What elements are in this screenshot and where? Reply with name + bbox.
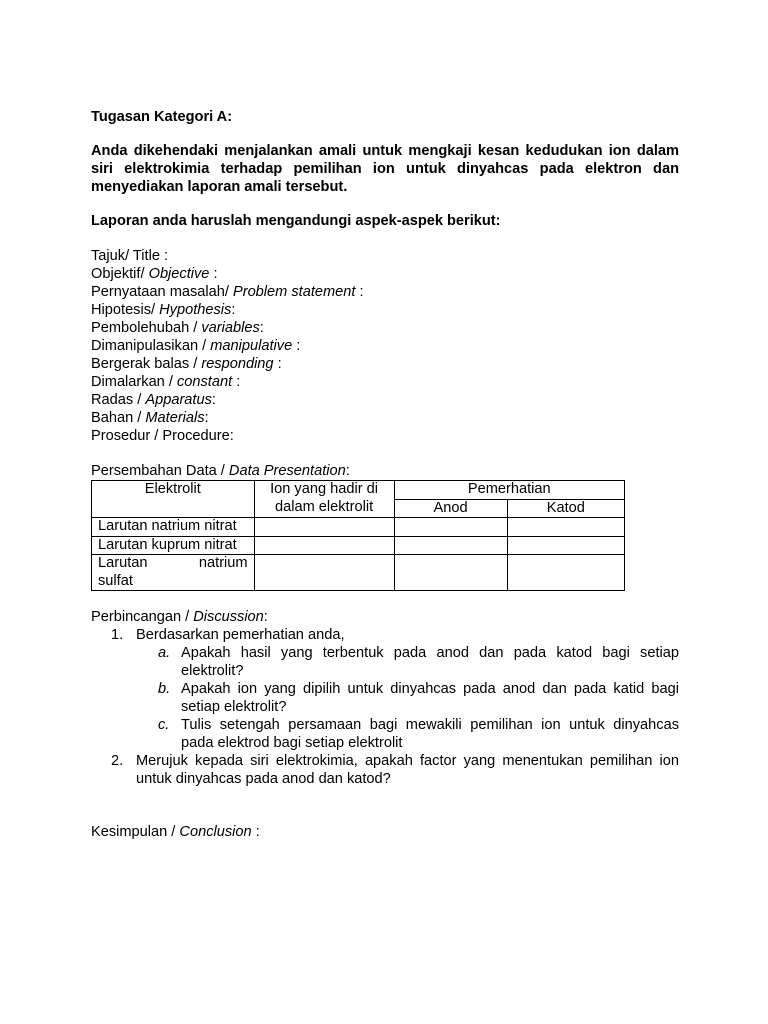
aspect-variables: Pembolehubah / variables: [91, 320, 264, 336]
table-cell: Larutan kuprum nitrat [92, 536, 255, 555]
header-cathode: Katod [507, 499, 624, 518]
table-cell [394, 536, 507, 555]
table-cell [394, 555, 507, 591]
table-cell [507, 555, 624, 591]
table-row [92, 518, 625, 537]
aspect-constant: Dimalarkan / constant : [91, 374, 241, 390]
table-cell [254, 536, 394, 555]
list-item: 1. Berdasarkan pemerhatian anda, a. Apakah hasil yang terbentuk pada anod dan pada katod bagi setiap elektrolit? b. Apakah ion yang dipilih untuk dinyahcas pada anod dan pada katid bagi setiap elektrolit? c. Tulis setengah persamaan bagi mewakili pemilihan ion untuk dinyahcas pada elektrod bagi setiap elektrolit [91, 626, 679, 752]
document-page [91, 108, 679, 841]
table-cell [394, 518, 507, 537]
data-table [91, 480, 625, 591]
header-ions: Ion yang hadir di dalam elektrolit [254, 481, 394, 518]
aspect-apparatus: Radas / Apparatus: [91, 392, 216, 408]
conclusion-label: Kesimpulan / Conclusion : [91, 824, 260, 840]
sub-question-list [136, 644, 679, 752]
header-observation: Pemerhatian [394, 481, 624, 500]
aspect-list [91, 247, 679, 445]
table-row [92, 536, 625, 555]
report-intro: Laporan anda haruslah mengandungi aspek-aspek berikut: [91, 213, 501, 229]
aspect-objective: Objektif/ Objective : [91, 266, 218, 282]
aspect-title: Tajuk/ Title : [91, 248, 169, 264]
table-cell [254, 518, 394, 537]
aspect-responding: Bergerak balas / responding : [91, 356, 282, 372]
table-cell [507, 518, 624, 537]
data-presentation-label: Persembahan Data / Data Presentation: [91, 463, 350, 479]
discussion-label: Perbincangan / Discussion: [91, 609, 268, 625]
table-cell: Larutan natrium nitrat [92, 518, 255, 537]
list-item: a. Apakah hasil yang terbentuk pada anod dan pada katod bagi setiap elektrolit? [158, 645, 679, 679]
task-heading: Tugasan Kategori A: [91, 109, 233, 125]
aspect-problem-statement: Pernyataan masalah/ Problem statement : [91, 284, 364, 300]
aspect-procedure: Prosedur / Procedure: [91, 428, 234, 444]
table-row [92, 555, 625, 591]
aspect-manipulative: Dimanipulasikan / manipulative : [91, 338, 301, 354]
header-electrolyte: Elektrolit [92, 481, 255, 518]
table-header-row [92, 481, 625, 500]
list-item: b. Apakah ion yang dipilih untuk dinyahcas pada anod dan pada katid bagi setiap elektrolit? [158, 681, 679, 715]
question-list [91, 626, 679, 788]
list-item: 2. Merujuk kepada siri elektrokimia, apakah factor yang menentukan pemilihan ion untuk dinyahcas pada anod dan katod? [111, 753, 679, 787]
list-item: c. Tulis setengah persamaan bagi mewakili pemilihan ion untuk dinyahcas pada elektrod bagi setiap elektrolit [158, 717, 679, 751]
aspect-hypothesis: Hipotesis/ Hypothesis: [91, 302, 236, 318]
aspect-materials: Bahan / Materials: [91, 410, 209, 426]
header-anode: Anod [394, 499, 507, 518]
table-cell: Larutan natrium sulfat [92, 555, 255, 591]
task-instruction: Anda dikehendaki menjalankan amali untuk mengkaji kesan kedudukan ion dalam siri elektrokimia terhadap pemilihan ion untuk dinyahcas pada elektron dan menyediakan laporan amali tersebut. [91, 143, 679, 195]
table-cell [507, 536, 624, 555]
table-cell [254, 555, 394, 591]
